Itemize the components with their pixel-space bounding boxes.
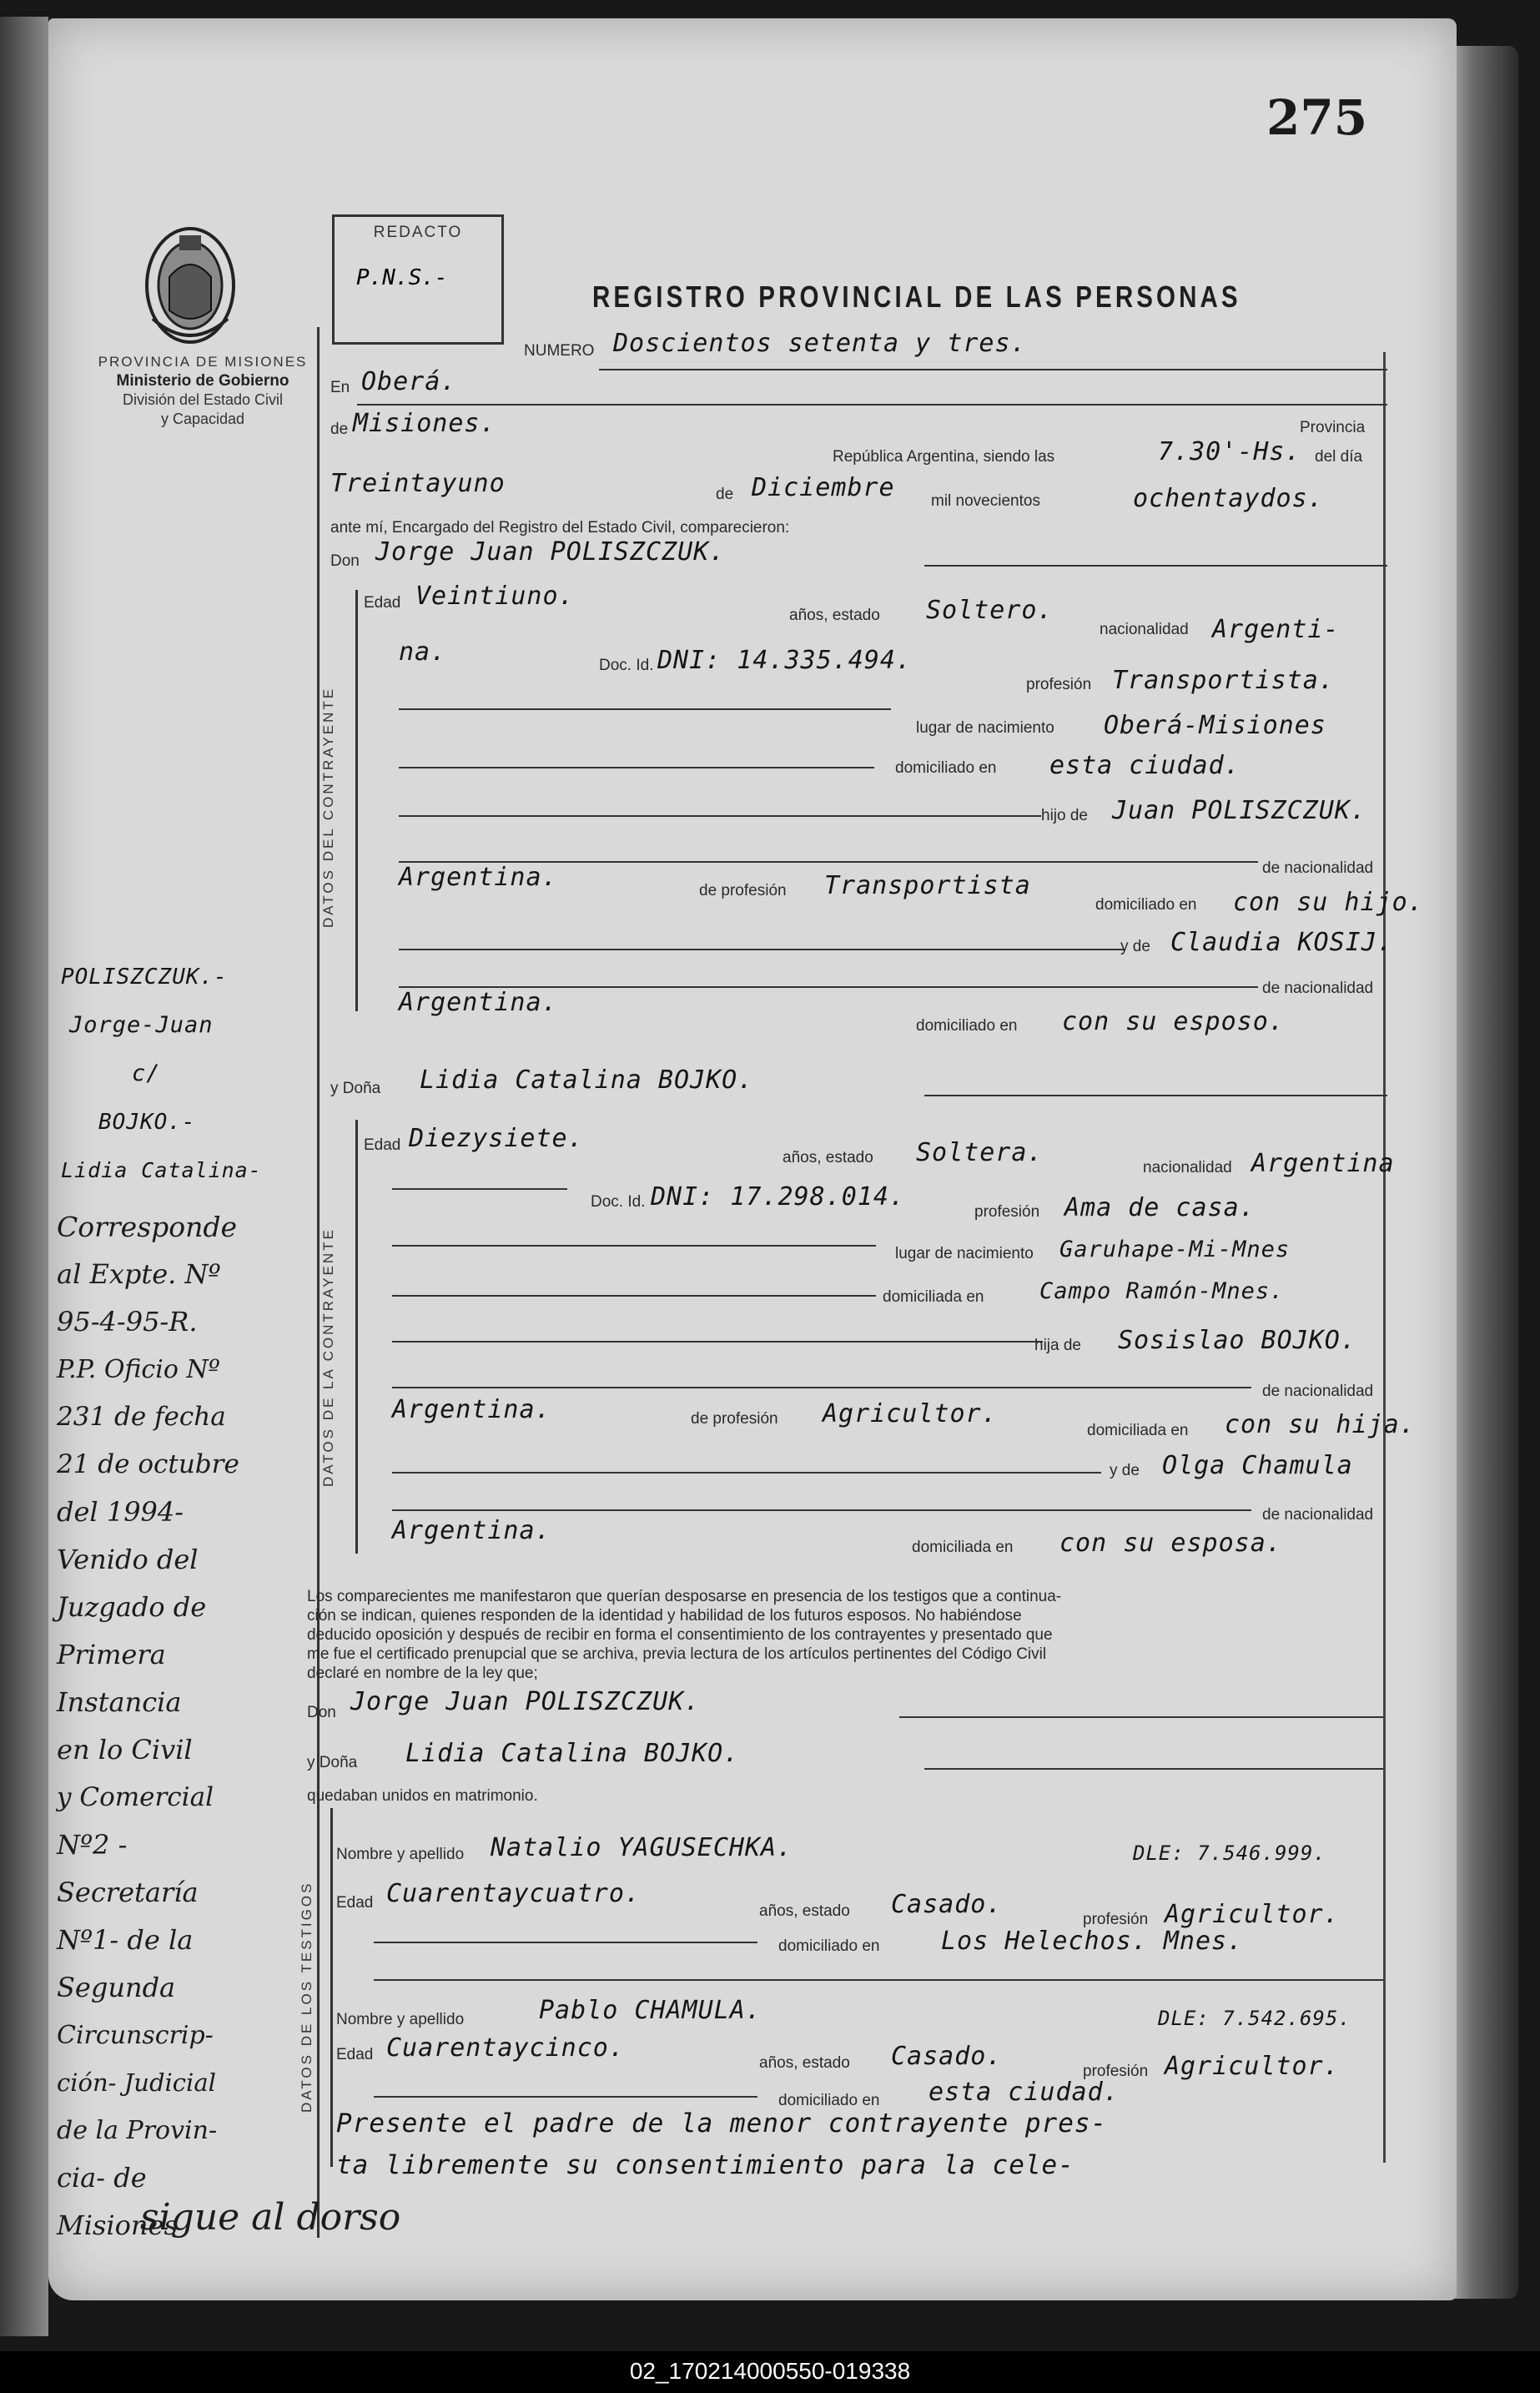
annotation-line: Nº1- de la: [57, 1924, 194, 1956]
c-padre-value: Juan POLISZCZUK.: [1112, 796, 1366, 825]
dia-value: Treintayuno: [330, 469, 506, 498]
t-separator: [374, 1979, 1383, 1981]
f-domic-value: Campo Ramón-Mnes.: [1039, 1278, 1285, 1304]
t1-estado-value: Casado.: [891, 1890, 1003, 1919]
annotation-line: Circunscrip-: [57, 2021, 214, 2050]
agency-block: [65, 352, 340, 429]
page-number: 275: [1266, 89, 1368, 146]
annotation-line: Primera: [57, 1639, 166, 1670]
t2-prof-value: Agricultor.: [1165, 2052, 1340, 2081]
margin-annotation: [57, 1203, 315, 2249]
annotation-line: P.P. Oficio Nº: [57, 1355, 220, 1384]
c-nac-label: nacionalidad: [1100, 621, 1189, 638]
annotation-line: 95-4-95-R.: [57, 1306, 198, 1338]
unidos-text: quedaban unidos en matrimonio.: [307, 1787, 538, 1805]
c-anos-label: años, estado: [789, 607, 880, 624]
contrayenta-frame: [355, 1120, 358, 1554]
contrayente-frame: [355, 590, 358, 1011]
f-padre-value: Sosislao BOJKO.: [1118, 1326, 1356, 1355]
testigos-frame: [330, 1808, 333, 2167]
dona-value: Lidia Catalina BOJKO.: [420, 1066, 754, 1095]
page-title: REGISTRO PROVINCIAL DE LAS PERSONAS: [592, 280, 1241, 314]
f-edad-value: Diezysiete.: [409, 1124, 584, 1153]
c-prof-label: profesión: [1026, 676, 1092, 693]
nota-line-1: Presente el padre de la menor contrayente pres-: [336, 2108, 1108, 2139]
right-frame: [1383, 352, 1386, 2163]
c-de-nac-label: de nacionalidad: [1262, 859, 1374, 877]
f-madre-nac: Argentina.: [392, 1516, 551, 1545]
c-padre-domic: con su hijo.: [1233, 888, 1424, 917]
f-line-4: [392, 1387, 1251, 1388]
t1-anos-label: años, estado: [759, 1902, 850, 1920]
annotation-line: y Comercial: [57, 1782, 214, 1812]
margin-conjunction: c/: [132, 1060, 161, 1086]
c-madre-domic: con su esposo.: [1062, 1007, 1285, 1036]
f-y-de-label: y de: [1110, 1462, 1140, 1479]
f-hija-label: hija de: [1034, 1337, 1081, 1354]
annotation-line: Instancia: [57, 1686, 182, 1718]
annotation-line: Juzgado de: [57, 1591, 207, 1623]
c-de-prof-label: de profesión: [699, 882, 787, 899]
decl-dona-line: [924, 1768, 1383, 1770]
don-label: Don: [330, 552, 360, 570]
dona-label: y Doña: [330, 1080, 381, 1097]
en-label: En: [330, 379, 350, 396]
decl-don-label: Don: [307, 1704, 336, 1721]
annotation-line: 231 de fecha: [57, 1402, 226, 1432]
annotation-line: ción- Judicial: [57, 2068, 216, 2097]
footer-bar: [0, 2351, 1540, 2393]
annotation-line: de la Provin-: [57, 2116, 218, 2145]
t1-prof-value: Agricultor.: [1165, 1900, 1340, 1929]
provincia-label: Provincia: [1300, 419, 1366, 436]
annotation-line: del 1994-: [57, 1496, 184, 1528]
redacto-value: P.N.S.-: [356, 265, 448, 290]
numero-value: Doscientos setenta y tres.: [613, 329, 1027, 358]
c-estado-value: Soltero.: [926, 596, 1054, 625]
footer-id: 02_170214000550-019338: [629, 2358, 911, 2384]
en-line: [357, 404, 1387, 406]
t2-doc-value: DLE: 7.542.695.: [1158, 2007, 1351, 2030]
agency-division: División del Estado Civil: [122, 391, 284, 408]
testigos-side-label: DATOS DE LOS TESTIGOS: [299, 1881, 315, 2113]
f-padre-nac: Argentina.: [392, 1395, 551, 1424]
redacto-box: [332, 214, 504, 345]
c-line-5: [399, 949, 1125, 950]
t2-nombre-value: Pablo CHAMULA.: [539, 1996, 762, 2025]
t1-line: [374, 1942, 757, 1943]
f-padre-prof: Agricultor.: [823, 1399, 998, 1428]
de-value: Misiones.: [353, 409, 496, 438]
agency-capacity: y Capacidad: [160, 411, 245, 427]
mil-text: mil novecientos: [931, 492, 1040, 510]
f-line-3: [392, 1341, 1043, 1343]
del-dia-label: del día: [1315, 448, 1363, 466]
margin-names: [57, 953, 307, 1195]
margin-firstname: Jorge-Juan: [69, 1012, 214, 1038]
f-de-nac-label-2: de nacionalidad: [1262, 1506, 1374, 1524]
declaration-line: deducido oposición y después de recibir en forma el consentimiento de los contrayentes y presentado que: [307, 1626, 1053, 1644]
margin-surname-2: BOJKO.-: [98, 1110, 196, 1135]
c-domic-value: esta ciudad.: [1049, 751, 1241, 780]
f-nac-value: Argentina: [1251, 1149, 1395, 1178]
declaration-line: ción se indican, quienes responden de la identidad y habilidad de los futuros esposos. No habiéndose: [307, 1607, 1022, 1625]
de-label: de: [330, 421, 349, 438]
c-lugar-label: lugar de nacimiento: [916, 719, 1054, 737]
c-madre-nac: Argentina.: [399, 988, 558, 1017]
c-domic-label: domiciliado en: [895, 759, 997, 777]
provincial-seal-icon: [136, 219, 244, 352]
c-line-1: [399, 708, 891, 710]
c-y-de-label: y de: [1120, 938, 1150, 955]
t1-domic-value: Los Helechos. Mnes.: [941, 1927, 1244, 1956]
c-nac-value: Argenti-: [1212, 615, 1340, 644]
t1-prof-label: profesión: [1083, 1911, 1149, 1928]
t1-edad-label: Edad: [336, 1894, 374, 1912]
c-edad-value: Veintiuno.: [415, 582, 575, 611]
annotation-line: Corresponde: [57, 1211, 238, 1243]
f-de-prof-label: de profesión: [691, 1410, 778, 1428]
f-line-5: [392, 1472, 1101, 1474]
numero-line: [599, 369, 1387, 370]
declaration-line: declaré en nombre de la ley que;: [307, 1665, 538, 1682]
t1-nombre-value: Natalio YAGUSECHKA.: [491, 1833, 793, 1862]
c-nac-cont: na.: [399, 637, 447, 667]
f-lugar-label: lugar de nacimiento: [895, 1245, 1034, 1262]
margin-firstname-2: Lidia Catalina-: [61, 1158, 262, 1182]
t1-edad-value: Cuarentaycuatro.: [386, 1879, 641, 1908]
t1-domic-label: domiciliado en: [778, 1937, 880, 1955]
decl-dona-value: Lidia Catalina BOJKO.: [405, 1739, 740, 1768]
c-prof-value: Transportista.: [1112, 666, 1335, 695]
f-doc-label: Doc. Id.: [591, 1193, 646, 1211]
annotation-line: al Expte. Nº: [57, 1258, 221, 1290]
don-value: Jorge Juan POLISZCZUK.: [375, 537, 726, 567]
numero-label: NUMERO: [524, 342, 595, 360]
t2-prof-label: profesión: [1083, 2063, 1149, 2080]
t2-edad-value: Cuarentaycinco.: [386, 2033, 625, 2063]
f-prof-value: Ama de casa.: [1064, 1193, 1256, 1222]
t2-nombre-label: Nombre y apellido: [336, 2011, 465, 2028]
decl-don-value: Jorge Juan POLISZCZUK.: [350, 1687, 701, 1716]
annotation-line: en lo Civil: [57, 1734, 193, 1766]
c-doc-label: Doc. Id.: [599, 657, 654, 674]
f-line-6: [392, 1509, 1251, 1511]
t2-domic-value: esta ciudad.: [929, 2078, 1120, 2107]
t2-edad-label: Edad: [336, 2046, 374, 2063]
agency-province: PROVINCIA DE MISIONES: [98, 354, 308, 370]
t1-doc-value: DLE: 7.546.999.: [1133, 1841, 1326, 1865]
declaration-text: [307, 1587, 1392, 1683]
t2-line: [374, 2096, 757, 2098]
continuation-note: sigue al dorso: [140, 2196, 401, 2239]
t2-estado-value: Casado.: [891, 2042, 1003, 2071]
hora-value: 7.30'-Hs.: [1158, 437, 1301, 466]
f-anos-label: años, estado: [783, 1149, 873, 1166]
f-madre-domic: con su esposa.: [1059, 1529, 1282, 1558]
f-madre-domic-label: domiciliada en: [912, 1539, 1014, 1556]
annotation-line: Secretaría: [57, 1877, 199, 1908]
f-lugar-value: Garuhape-Mi-Mnes: [1059, 1237, 1291, 1262]
f-line-0: [392, 1188, 567, 1190]
annotation-line: 21 de octubre: [57, 1449, 239, 1479]
annotation-line: Misiones: [57, 2209, 178, 2241]
annotation-line: Venido del: [57, 1544, 199, 1575]
annotation-line: Nº2 -: [57, 1829, 128, 1861]
decl-don-line: [899, 1716, 1383, 1718]
c-edad-label: Edad: [364, 594, 401, 612]
decl-dona-label: y Doña: [307, 1754, 358, 1771]
c-padre-nac: Argentina.: [399, 863, 558, 892]
margin-rule: [317, 327, 320, 2238]
don-line: [924, 565, 1387, 567]
f-line-1: [392, 1245, 876, 1247]
book-binding-left: [0, 17, 48, 2336]
nota-line-2: ta libremente su consentimiento para la cele-: [336, 2150, 1074, 2180]
t2-domic-label: domiciliado en: [778, 2092, 880, 2109]
de-mes-label: de: [716, 486, 734, 503]
f-domiciliada-label: domiciliada en: [1087, 1422, 1189, 1439]
redacto-label: REDACTO: [373, 224, 463, 241]
annotation-line: cia- de: [57, 2162, 147, 2194]
declaration-line: Los comparecientes me manifestaron que querían desposarse en presencia de los testigos que a continua-: [307, 1588, 1062, 1605]
en-value: Oberá.: [361, 367, 457, 396]
annotation-line: Segunda: [57, 1972, 176, 2003]
f-prof-label: profesión: [974, 1203, 1040, 1221]
registry-page: [48, 18, 1457, 2300]
t1-nombre-label: Nombre y apellido: [336, 1846, 465, 1863]
t2-anos-label: años, estado: [759, 2054, 850, 2072]
margin-surname: POLISZCZUK.-: [61, 965, 228, 990]
c-doc-value: DNI: 14.335.494.: [657, 646, 912, 675]
f-edad-label: Edad: [364, 1136, 401, 1154]
c-madre-value: Claudia KOSIJ.: [1170, 928, 1393, 957]
c-domiciliado-label: domiciliado en: [1095, 896, 1197, 914]
f-domic-label: domiciliada en: [883, 1288, 984, 1306]
declaration-line: me fue el certificado prenupcial que se archiva, previa lectura de los artículos pertinentes del Código Civil: [307, 1645, 1047, 1663]
c-de-nac-label-2: de nacionalidad: [1262, 980, 1374, 997]
f-de-nac-label: de nacionalidad: [1262, 1383, 1374, 1400]
f-estado-value: Soltera.: [916, 1138, 1044, 1167]
f-nac-label: nacionalidad: [1143, 1159, 1232, 1176]
contrayenta-side-label: DATOS DE LA CONTRAYENTE: [320, 1227, 336, 1487]
c-hijo-label: hijo de: [1041, 807, 1088, 824]
c-madre-domic-label: domiciliado en: [916, 1017, 1018, 1035]
c-padre-prof: Transportista: [824, 871, 1031, 900]
ante-text: ante mí, Encargado del Registro del Estado Civil, comparecieron:: [330, 519, 790, 537]
contrayente-side-label: DATOS DEL CONTRAYENTE: [320, 686, 336, 928]
dona-line: [924, 1095, 1387, 1096]
f-madre-value: Olga Chamula: [1162, 1451, 1353, 1480]
f-doc-value: DNI: 17.298.014.: [651, 1182, 905, 1212]
c-line-3: [399, 815, 1041, 817]
f-line-2: [392, 1295, 876, 1297]
anio-value: ochentaydos.: [1133, 484, 1324, 513]
mes-value: Diciembre: [752, 473, 895, 502]
agency-ministry: Ministerio de Gobierno: [116, 372, 289, 390]
f-padre-domic: con su hija.: [1225, 1410, 1416, 1439]
c-lugar-value: Oberá-Misiones: [1104, 711, 1326, 740]
c-line-2: [399, 767, 874, 768]
republica-text: República Argentina, siendo las: [833, 448, 1055, 466]
